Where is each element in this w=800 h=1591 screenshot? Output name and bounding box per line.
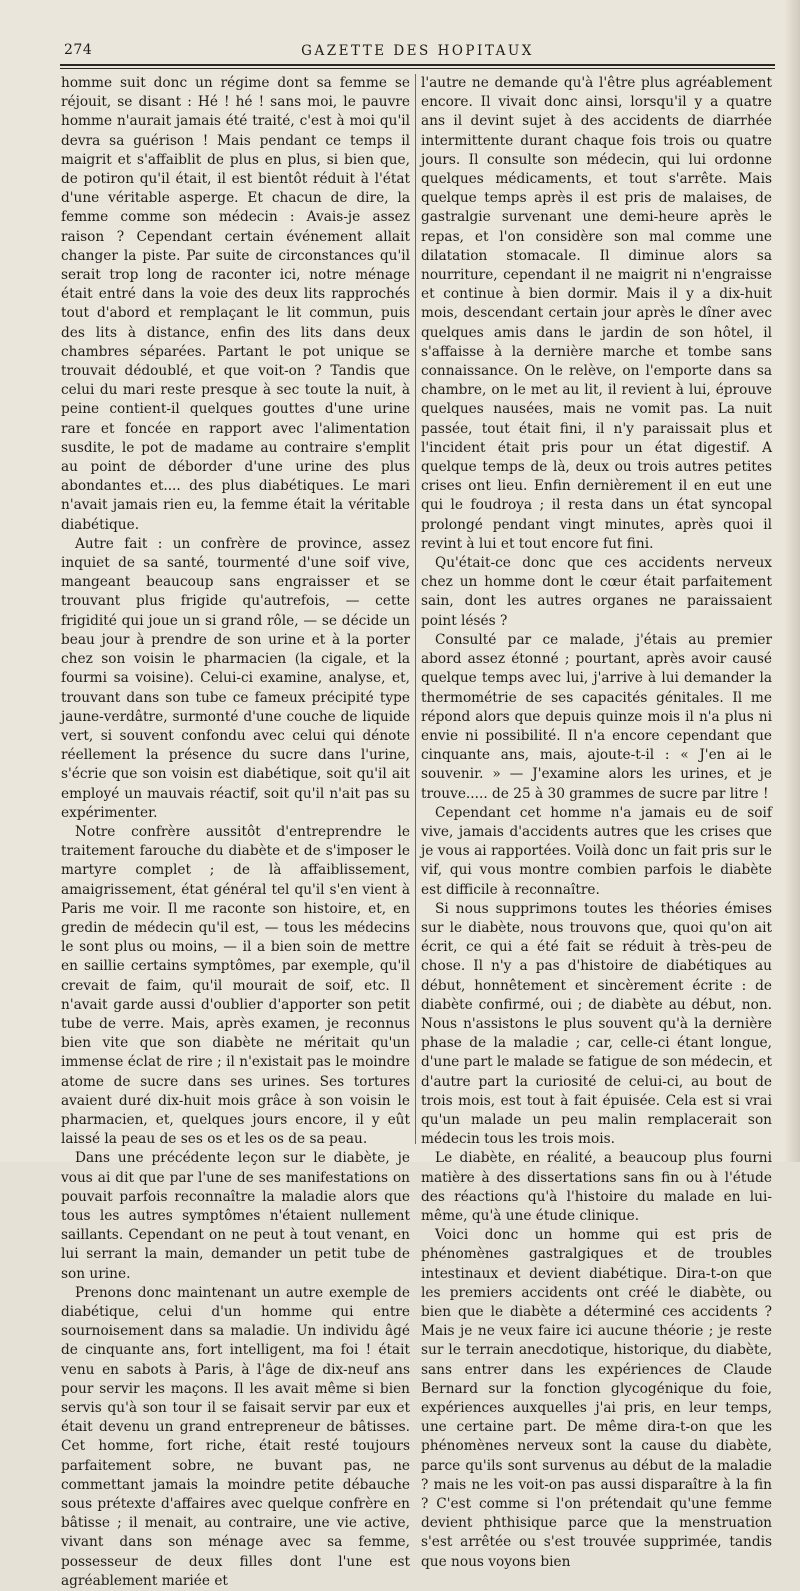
right-paragraph-2: Qu'était-ce donc que ces accidents nerveux chez un homme dont le cœur était parfaitement sain, dont les autres organes ne paraissaient point lésés ? [421, 555, 772, 629]
left-paragraph-1: homme suit donc un régime dont sa femme se réjouit, se disant : Hé ! hé ! sans moi, le pauvre homme n'aurait jamais été traité, c'est à moi qu'il devra sa guérison ! Mais pendant ce temps il maigrit et s'affaiblit de plus en plus, si bien que, de potiron qu'il était, il est bientôt réduit à l'état d'une véritable asperge. Et chacun de dire, la femme comme son médecin : Avais-je assez raison ? Cependant certain événement allait changer la piste. Par suite de circonstances qu'il serait trop long de raconter ici, notre ménage était entré dans la voie des deux lits rapprochés tout d'abord et remplaçant le lit commun, puis des lits à distance, enfin des lits dans deux chambres séparées. Partant le pot unique se trouvait dédoublé, et que voit-on ? Tandis que celui du mari reste presque à sec toute la nuit, à peine contient-il quelques gouttes d'une urine rare et foncée en rapport avec l'alimentation susdite, le pot de madame au contraire s'emplit au point de déborder d'une urine des plus abondantes et.... des plus diabétiques. Le mari n'avait jamais rien eu, la femme était la véritable diabétique. [61, 75, 410, 533]
right-column [421, 74, 772, 1570]
right-paragraph-6: Le diabète, en réalité, a beaucoup plus fourni matière à des dissertations sans fin ou à l'étude des réactions qu'à l'histoire du malade en lui-même, qu'à une étude clinique. [421, 1150, 772, 1224]
right-paragraph-3: Consulté par ce malade, j'étais au premier abord assez étonné ; pourtant, après avoir causé quelque temps avec lui, j'arrive à lui demander la thermométrie de ses capacités génitales. Il me répond alors que depuis quinze mois il n'a plus ni envie ni possibilité. Il n'a encore cependant que cinquante ans, mais, ajoute-t-il : « J'en ai le souvenir. » — J'examine alors les urines, et je trouve..... de 25 à 30 grammes de sucre par litre ! [421, 631, 772, 802]
left-column [61, 74, 410, 1589]
page-edge-shadow [784, 0, 800, 1162]
left-paragraph-4: Dans une précédente leçon sur le diabète, je vous ai dit que par l'une de ses manifestations on pouvait parfois reconnaître la maladie alors que tous les autres symptômes n'étaient nullement saillants. Cependant on ne peut à tout venant, en lui serrant la main, demander un petit tube de son urine. [61, 1150, 410, 1282]
column-divider [415, 74, 416, 1144]
left-paragraph-3: Notre confrère aussitôt d'entreprendre le traitement farouche du diabète et de s'imposer le martyre complet ; de là affaiblissement, amaigrissement, état général tel qu'il s'en vient à Paris me voir. Il me raconte son histoire, et, en gredin de médecin qu'il est, — tous les médecins le sont plus ou moins, — il a bien soin de mettre en saillie certains symptômes, par exemple, qu'il crevait de faim, qu'il mourait de soif, etc. Il n'avait garde aussi d'oublier d'apporter son petit tube de verre. Mais, après examen, je reconnus bien vite que son diabète ne méritait qu'un immense éclat de rire ; il n'existait pas le moindre atome de sucre dans ses urines. Ses tortures avaient duré dix-huit mois grâce à son voisin le pharmacien, et, quelques jours encore, il y eût laissé la peau de ses os et les os de sa peau. [61, 823, 410, 1148]
header-rule-thick [60, 64, 775, 66]
right-paragraph-5: Si nous supprimons toutes les théories émises sur le diabète, nous trouvons que, quoi qu'on ait écrit, ce qui a été fait se réduit à très-peu de chose. Il n'y a pas d'histoire de diabétiques au début, honnêtement et sincèrement écrite : de diabète confirmé, oui ; de diabète au début, non. Nous n'assistons le plus souvent qu'à la dernière phase de la maladie ; car, celle-ci étant longue, d'une part le malade se fatigue de son médecin, et d'autre part la curiosité de celui-ci, au bout de trois mois, est tout à fait épuisée. Cela est si vrai qu'un malade un peu malin remplacerait son médecin tous les trois mois. [421, 900, 772, 1148]
page-header [60, 42, 775, 62]
page-number: 274 [64, 42, 93, 58]
right-paragraph-1: l'autre ne demande qu'à l'être plus agréablement encore. Il vivait donc ainsi, lorsqu'il y a quatre ans il devint sujet à des accidents de diarrhée intermittente durant chaque fois trois ou quatre jours. Il consulte son médecin, qui lui ordonne quelques médicaments, et tout s'arrête. Mais quelque temps après il est pris de malaises, de gastralgie survenant une demi-heure après le repas, et l'on considère son mal comme une dilatation stomacale. Il diminue alors sa nourriture, cependant il ne maigrit ni n'engraisse et continue à bien dormir. Mais il y a dix-huit mois, descendant certain jour après le dîner avec quelques amis dans le jardin de son hôtel, il s'affaisse à la dernière marche et tombe sans connaissance. On le relève, on l'emporte dans sa chambre, on le met au lit, il revient à lui, éprouve quelques nausées, mais ne vomit pas. La nuit passée, tout était fini, il n'y paraissait plus et l'incident était pris pour un état digestif. A quelque temps de là, deux ou trois autres petites crises ont lieu. Enfin dernièrement il en eut une qui le foudroya ; il resta dans un état syncopal prolongé pendant vingt minutes, après quoi il revint à lui et tout encore fut fini. [421, 75, 772, 552]
journal-title: GAZETTE DES HOPITAUX [301, 43, 534, 59]
right-paragraph-7: Voici donc un homme qui est pris de phénomènes gastralgiques et de troubles intestinaux et devient diabétique. Dira-t-on que les premiers accidents ont créé le diabète, ou bien que le diabète a déterminé ces accidents ? Mais je ne veux faire ici aucune théorie ; je reste sur le terrain anecdotique, historique, du diabète, sans entrer dans les expériences de Claude Bernard sur la fonction glycogénique du foie, expériences auxquelles j'ai pris, en leur temps, une certaine part. De même dira-t-on que les phénomènes nerveux sont la cause du diabète, parce qu'ils sont survenus au début de la maladie ? mais ne les voit-on pas aussi disparaître à la fin ? C'est comme si l'on prétendait qu'une femme devient phthisique parce que la menstruation s'est arrêtée ou s'est trouvée supprimée, tandis que nous voyons bien [421, 1227, 772, 1570]
left-paragraph-5: Prenons donc maintenant un autre exemple de diabétique, celui d'un homme qui entre sournoisement dans sa maladie. Un individu âgé de cinquante ans, fort intelligent, ma foi ! était venu en sabots à Paris, à l'âge de dix-neuf ans pour servir les maçons. Il les avait même si bien servis qu'à son tour il se faisait servir par eux et était devenu un grand entrepreneur de bâtisses. Cet homme, fort riche, était resté toujours parfaitement sobre, ne buvant pas, ne commettant jamais la moindre petite débauche sous prétexte d'affaires avec quelque confrère en bâtisse ; il menait, au contraire, une vie active, vivant dans son ménage avec sa femme, possesseur de deux filles dont l'une est agréablement mariée et [61, 1284, 410, 1589]
left-paragraph-2: Autre fait : un confrère de province, assez inquiet de sa santé, tourmenté d'une soif vive, mangeant beaucoup sans engraisser et se trouvant plus frigide qu'autrefois, — cette frigidité qui joue un si grand rôle, — se décide un beau jour à prendre de son urine et à la porter chez son voisin le pharmacien (la cigale, et la fourmi sa voisine). Celui-ci examine, analyse, et, trouvant dans son tube ce fameux précipité type jaune-verdâtre, surmonté d'une couche de liquide vert, si souvent confondu avec celui qui dénote réellement la présence du sucre dans l'urine, s'écrie que son voisin est diabétique, soit qu'il ait employé un mauvais réactif, soit qu'il n'ait pas su expérimenter. [61, 535, 410, 821]
header-rule-thin [60, 68, 775, 69]
right-paragraph-4: Cependant cet homme n'a jamais eu de soif vive, jamais d'accidents autres que les crises que je vous ai rapportées. Voilà donc un fait pris sur le vif, qui vous montre combien parfois le diabète est difficile à reconnaître. [421, 804, 772, 898]
